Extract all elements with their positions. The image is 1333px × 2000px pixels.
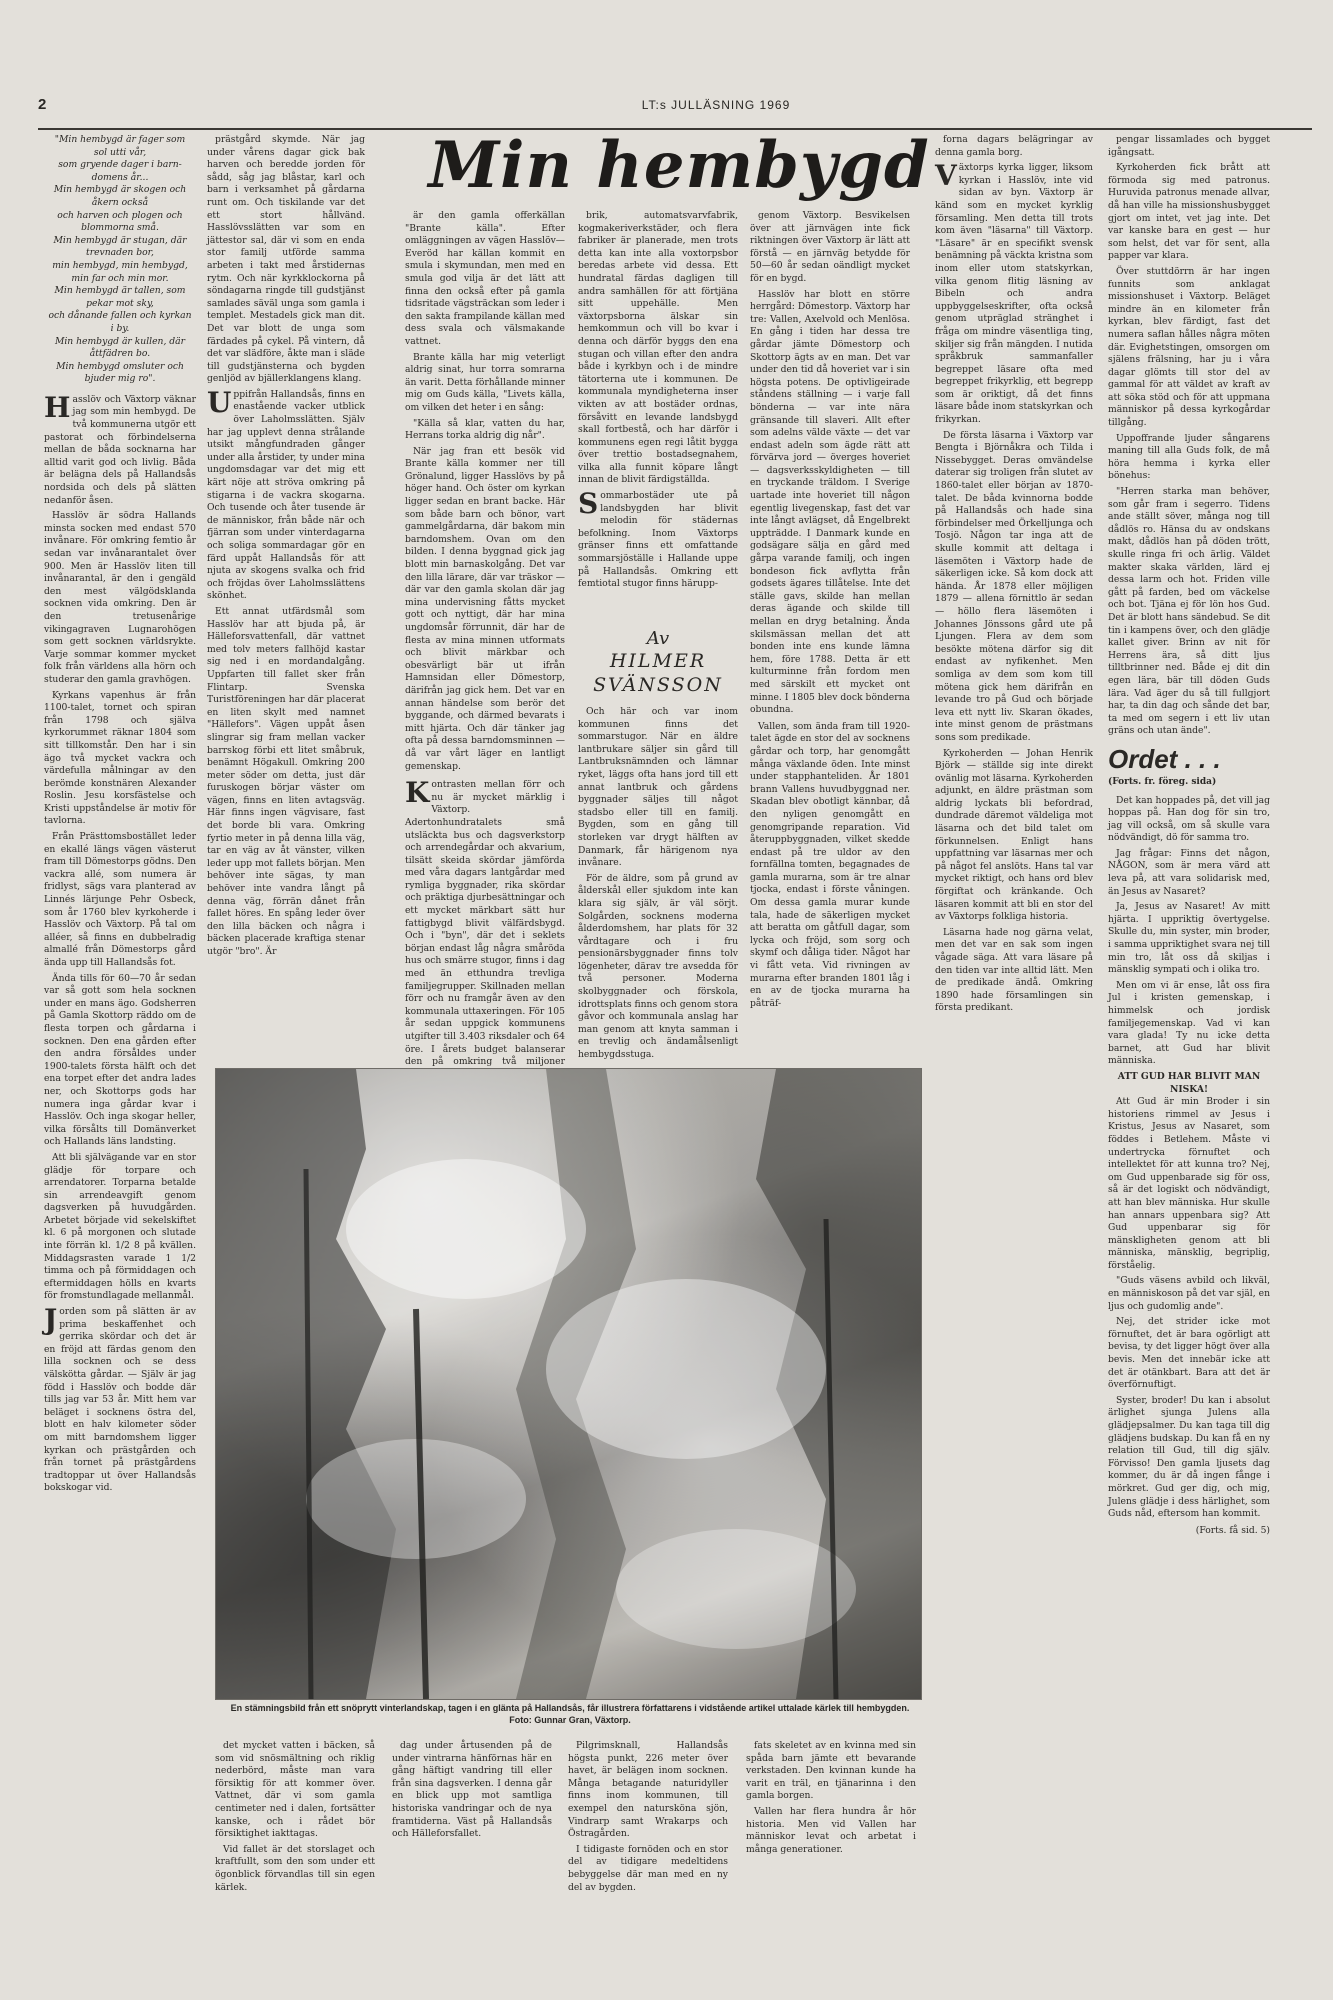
poem-line: Min hembygd är stugan, där — [53, 234, 187, 246]
column-3-body-a — [405, 210, 565, 773]
poem-line: min far och min mor. — [71, 272, 169, 284]
poem-line: åkern också — [91, 196, 149, 208]
paragraph: Uppifrån Hallandsås, finns en enastående vacker utblick över Laholmsslätten. Själv har jag upplevt denna strålande utsikt mångfundraden gånger under alla årstider, ty under mina ungdomsdagar var det mig ett kärt nöje att ströva omkring på stigarna i de vackra skogarna. Och tusende och åter tusende är de människor, från både när och fjärran som under vinterdagarna och soliga sommardagar gör en färd uppåt Hallandsås för att njuta av skogens svalka och frid och fröjdas över Laholmsslättens skönhet. — [207, 385, 365, 602]
column-2 — [207, 134, 365, 1062]
photo-illustration — [216, 1069, 921, 1699]
poem-line: bjuder mig ro". — [84, 373, 156, 385]
paragraph: Hasslöv har blott en större herrgård: Dömestorp. Växtorp har tre: Vallen, Axelvold och Menlösa. En gång i tiden har dessa tre gårdar jämte Dömestorp och Skottorp ägts av en man. Det var under den tid då hoveriet var i sin högsta potens. De optivligeirade ståndens ställning — i varje fall bönderna — var inte nära gränsande till slaveri. Allt efter som adelns välde växte — det var endast adeln som ägde rätt att förvärva jord — överges hoveriet — dagsverksskyldigheten — till en tryckande träldom. I Sverige uartade inte hoveriet till någon egentlig livegenskap, fast det var inte långt avlägset, då Engelbrekt uppträdde. I Danmark kunde en godsägare sälja en gård med gårpa varande familj, och ingen bondeson fick avflytta från godsets ägares tillåtelse. Inte det ställe gavs, skilde han mellan deras ägande och skilde till mellan en dryg betalning. Ända skilsmässan mellan det att bonden inte ens kunde lämna hem, före 1788. Detta är ett kulturminne från fordom men med särskilt ett mycket ont minne. I 1805 blev dock bönderna obundna. — [750, 288, 910, 716]
paragraph: Från Prästtomsbostället leder en ekallé längs vägen västerut fram till Dömestorps gödns. Den vackra allé, som numera är fridlyst, sägs vara planterad av Linnés lärjunge Pehr Osbeck, som år 1760 blev kyrkoherde i Hasslöv och Växtorp. På tal om alléer, så finns en dubbelradig almallé från Dömestorps gård ända upp till Hallandsås fot. — [44, 831, 196, 968]
ordet-subheading: (Forts. fr. föreg. sida) — [1108, 776, 1217, 787]
paragraph: Att Gud är min Broder i sin historiens rimmel av Jesus i Kristus, Jesus av Nasaret, som föddes i Betlehem. Måste vi undertrycka förnuftet och intellektet för att kunna tro? Nej, om Gud uppenbarade sig för oss, så är det logiskt och nödvändigt, att han blev människa. Hur skulle han annars uppenbara sig? Att Gud uppenbarar sig för mänskligheten genom att bli människa, mänsklig, begriplig, förståelig. — [1108, 1096, 1270, 1271]
paragraph: Över stuttdörrn är har ingen funnits som anklagat missionshuset i Växtorp. Beläget mindre än en kilometer från kyrkan, blev färdigt, fast det numera saflan hålles några möten där. Evighetstingen, omsorgen om själens frälsning, har ju i våra dagar glömts till stor del av gammal för att väldet av kraft av att söka stöd och för att uppmana människor på dessa kyrkogårdar tillgång. — [1108, 265, 1270, 429]
poem-line: pekar mot sky, — [86, 297, 154, 309]
paragraph: När jag fran ett besök vid Brante källa kommer ner till Grönalund, ligger Hasslövs by på höger hand. Och öster om kyrkan ligger sedan en brant backe. Här som både barn och bönor, vart gammelgårdarna, där bakom min barndomshem. Ovan om den bilden. I denna byggnad gick jag blott min barnaskolgång. Det var den lilla lärare, där var träskor — där var den gamla skolan där jag mina undervisning fåtts mycket gott och nyttigt, där har mina ungdomsår förrunnit, där har de flesta av mina minnen utformats och blivit märkbar och obesvärligt bär ut ifrån Hamnsidan eller Dömestorp, därifrån jag gick hem. Det var en annan händelse som berör det byggande, och därmed bevarats i mitt hjärta. Och där tänker jag ofta på dessa barndomsminnen — då var vårt läger en lantligt gemenskap. — [405, 445, 565, 772]
poem-line: min hembygd, min hembygd, — [52, 259, 188, 271]
paragraph: Ett annat utfärdsmål som Hasslöv har att bjuda på, är Hälleforsvattenfall, där vattnet med tolv meters fallhöjd kastar sig ned i en mordandalgång. Uppfarten till fallet sker från Flintarp. Svenska Turistföreningen har där placerat en liten skylt med namnet "Hällefors". Vägen uppåt åsen slingrar sig fram mellan vacker barrskog förbi ett litet småbruk, benämnt Högakull. Omkring 200 meter söder om detta, just där furuskogen börjar väster om vägen, finns en liten avtagsväg. Här finns ingen vägvisare, fast det borde bli vara. Omkring fyrtio meter in på denna lilla väg, tar en väg av åt vänster, vilken leder upp mot fallets början. Men behöver inte sägas, ty man behöver inte vandra långt på denna väg, förrän dånet från fallet höres. En spång leder över den lilla bäcken och några i bäcken placerade kraftiga stenar utgör "bro". Är — [207, 605, 365, 957]
column-4-body-c — [392, 1740, 552, 1841]
paragraph: I tidigaste fornöden och en stor del av tidigare medeltidens bebyggelse där man med en ny del av bygden. — [568, 1843, 728, 1893]
column-5 — [750, 210, 910, 1062]
issue-label: LT:s JULLÄSNING 1969 — [641, 98, 791, 112]
paragraph: Kyrkans vapenhus är från 1100-talet, tornet och spiran från 1798 och själva kyrkorummet räknar 1804 som sitt tillkomstår. Den har i sin ägo två mycket vackra och värdefulla målningar av den berömde konstnären Alexander Roslin. Jesu korsfästelse och Kristi uppståndelse är motiv för tavlorna. — [44, 689, 196, 827]
paragraph: dag under årtusenden på de under vintrarna hänförnas här en gång häftigt vandring till eller från sina dagsverken. I denna går en blick upp mot samtliga historiska vandringar och de nya framtiderna. Väst på Hallandsås och Hälleforsfallet. — [392, 1740, 552, 1840]
paragraph: Men om vi är ense, låt oss fira Jul i kristen gemenskap, i himmelsk och jordisk familjegemenskap. Vad vi kan vara glada! Ty nu icke detta barnet, att Gud har blivit människa. — [1108, 979, 1270, 1067]
paragraph: Kyrkoherden fick brått att förmoda sig med patronus. Huruvida patronus menade allvar, då han ville ha missionshusbygget gjort om intet, vet jag inte. Det var kanske bara en gest — hur som helst, det var för sent, alla papper var klara. — [1108, 162, 1270, 262]
column-4-lower-strip — [392, 1740, 552, 1930]
paragraph: pengar lissamlades och bygget igångsatt. — [1108, 134, 1270, 158]
column-3-body-c — [215, 1740, 375, 1894]
poem-line: och dånande fallen och kyrkan — [48, 310, 192, 322]
poem-line: sol utti vår, — [93, 146, 147, 158]
poem-line: i by. — [110, 322, 130, 334]
paragraph: Uppoffrande ljuder sångarens maning till alla Guds folk, de må höra hemma i kyrka eller bönehus: — [1108, 432, 1270, 482]
paragraph: Att bli självägande var en stor glädje för torpare och arrendatorer. Torparna betalde sin arrendeavgift genom dagsverken på huvudgården. Arbetet började vid sekelskiftet kl. 6 på morgonen och slutade inte förrän kl. 1/2 8 på kvällen. Middagsrasten varade 1 1/2 timma och på förmiddagen och eftermiddagen hölls en kvarts för fromstundlagade mellanmål. — [44, 1151, 196, 1302]
paragraph: är den gamla offerkällan "Brante källa". Efter omläggningen av vägen Hasslöv—Everöd har källan kommit en smula i skymundan, men med en smula god vilja är det lätt att finna den också efter på gamla tidsritade vägsträckan som leder i den sakta frampilande källan med dess svala och välsmakande vattnet. — [405, 210, 565, 347]
paragraph: brik, automatsvarvfabrik, kogmakeriverkstäder, och flera fabriker är planerade, men trots detta kan inte alla voxtorpsbor beredas arbete vid dessa. Ett hundratal färdas dagligen till andra samhällen för att förtjäna sitt uppehälle. Men växtorpsborna älskar sin hemkommun och vill bo kvar i denna och därför byggs den ena stugan och villan efter den andra både i kyrkbyn och i de mindre tätorterna ute i kommunen. De kommunala myndigheterna inser vikten av att bostäder ordnas, försåvitt en levande landsbygd skall fortbestå, och har därför i kommunens egen regi låtit bygga över trettio bostadsegnahem, vilka alla funnit köpare långt innan de blivit färdigställda. — [578, 210, 738, 486]
column-7-body-a — [1108, 134, 1270, 738]
poem-line: och harven och plogen och — [57, 209, 183, 221]
article-title: Min hembygd — [428, 128, 930, 203]
column-6-lower-strip — [746, 1740, 916, 1930]
paragraph: det mycket vatten i bäcken, så som vid snösmältning och riklig nederbörd, måste man vara försiktig för att kommer över. Vattnet, där vi som gamla centimeter ned i dalen, fortsätter kanske, och i rådet bör försiktighet iakttagas. — [215, 1740, 375, 1840]
paragraph: Kontrasten mellan förr och nu är mycket märklig i Växtorp. Adertonhundratalets små utsläckta bus och dagsverkstorp och arrendegårdar och akvarium, tilsätt skeida skördar jämförda med våra dagars lantgårdar med rymliga byggnader, rika skördar och präktiga djurbesättningar och ett mycket märkbart sätt hur fattigbygd blivit välfärdsbygd. Och i "byn", där det i seklets början endast låg några småröda hus och smärre stugor, finns i dag med än etthundra trevliga familjegrupper. Skillnaden mellan förr och nu framgår även av den kommunala uttaxeringen. För 105 år sedan uppgick kommunens utgifter till 3.403 riksdaler och 64 öre. I årets budget balanserar den på omkring två miljoner — [405, 776, 565, 1068]
ordet-heading: Ordet . . . — [1108, 743, 1221, 774]
paragraph: "Guds väsens avbild och likväl, en människoson på det var själ, en ljus och gudomlig ande". — [1108, 1275, 1270, 1312]
paragraph: Vallen har flera hundra år hör historia. Men vid Vallen har människor levat och arbetat i många generationer. — [746, 1805, 916, 1855]
column-6 — [935, 134, 1093, 1824]
continuation-note: (Forts. få sid. 5) — [1195, 1524, 1270, 1536]
byline — [578, 628, 738, 697]
column-6-body-c — [746, 1740, 916, 1856]
paragraph: För de äldre, som på grund av ålderskål eller sjukdom inte kan klara sig själv, är väl sörjt. Solgården, socknens moderna ålderdomshem, har plats för 32 vårdtagare och i fru pensionärsbyggnader finns tolv lögenheter, därav tre avsedda för två personer. Moderna skolbyggnader och förskola, idrottsplats finns och genom stora gåvor och kommunala anslag har man genom att knyta samman i en trevlig och ändamålsenligt hembygdsstuga. — [578, 872, 738, 1061]
column-5-lower-strip — [568, 1740, 728, 1930]
column-6-body — [935, 134, 1093, 1015]
poem-line: blommorna små. — [81, 222, 159, 234]
column-4-body-a — [578, 210, 738, 591]
paragraph: prästgård skymde. När jag under vårens dagar gick bak harven och beredde jorden för sådd, såg jag blåstar, karl och barn i verksamhet på gårdarna runt om. Och tiskilande var det ett stort hållvänd. Hasslövsslätten var som en jättestor sal, där vi som en enda stor familj utförde samma arbeten i takt med årstidernas rytm. Och när kyrkklockorna på söndagarna ringde till gudstjänst samlades säväl unga som gamla i templet. Mestadels gick man dit. Det var blott de unga som färdades på cykel. På vintern, då det var slädföre, åkte man i släde till gudstjänsterna och bygden genljöd av bjällerklangens klang. — [207, 134, 365, 385]
column-1 — [44, 134, 196, 1824]
photo-caption: En stämningsbild från ett snöprytt vinterlandskap, tagen i en glänta på Hallandsås, får illustrera författarens i vidstående artikel uttalade kärlek till hembygden. Foto: Gunnar Gran, Växtorp. — [230, 1703, 910, 1725]
paragraph: Brante källa har mig veterligt aldrig sinat, hur torra somrarna än varit. Detta förhållande minner mig om Guds källa, "Livets källa, om vilken det heter i en sång: — [405, 351, 565, 413]
author-last-name: SVÄNSSON — [593, 674, 723, 696]
column-1-body — [44, 390, 196, 1495]
column-7 — [1108, 134, 1270, 1930]
ordet-caps-line: ATT GUD HAR BLIVIT MAN NISKA! — [1117, 1070, 1261, 1095]
column-5-body-a — [750, 210, 910, 717]
poem-line: trevnaden bor, — [86, 247, 154, 259]
column-3 — [405, 210, 565, 1068]
paragraph: "Källa så klar, vatten du har, Herrans torka aldrig dig når". — [405, 417, 565, 442]
paragraph: Hasslöv och Växtorp väknar jag som min hembygd. De två kommunerna utgör ett pastorat och förbindelserna mellan de båda socknarna har alltid varit god och livlig. Båda är belägna dels på Hallandsås nordsida och dels på slätten nedanför åsen. — [44, 390, 196, 506]
page-number: 2 — [38, 96, 47, 113]
paragraph: Pilgrimsknall, Hallandsås högsta punkt, 226 meter över havet, är belägen inom socknen. Många betagande naturidyller finns inom kommunen, till exempel den natursköna sjön, Vindrarp samt Wrakarps och Östragården. — [568, 1740, 728, 1840]
paragraph: Jorden som på slätten är av prima beskaffenhet och gerrika skördar och det är en fröjd att färdas genom den lilla socknen och se dess välskötta gårdar. — Själv är jag född i Hasslöv och bodde där tills jag var 53 år. Mitt hem var beläget i socknens östra del, blott en halv kilometer söder om mitt barndomshem ligger kyrkan och prästgården och från tornet på prästgårdens tradtoppar ut över Hallandsås bokskogar vid. — [44, 1303, 196, 1494]
paragraph: Läsarna hade nog gärna velat, men det var en sak som ingen vågade säga. Att vara läsare på den tiden var inte alltid lätt. Men de predikade ändå. Omkring 1890 hade församlingen sin första predikant. — [935, 926, 1093, 1014]
column-4-lower — [578, 706, 738, 1062]
poem — [44, 134, 196, 386]
poem-line: Min hembygd är kullen, där — [54, 335, 186, 347]
poem-line: åttfädren bo. — [89, 348, 151, 360]
paragraph: forna dagars belägringar av denna gamla borg. — [935, 134, 1093, 158]
column-4-body-b — [578, 706, 738, 1062]
paragraph: Växtorps kyrka ligger, liksom kyrkan i Hasslöv, inte vid sidan av byn. Växtorp är känd som en mycket kyrklig församling. Men detta till trots kom även "läsarna" till Växtorp. "Läsare" är en specifikt svensk benämning på väckta kristna som inom eller utom statskyrkan, vilka genom flitig läsning av Bibeln och andra uppbyggelseskrifter, ofta också genom utpräglad stränghet i fråga om mindre väsentliga ting, skiljer sig från mängden. I nutida språkbruk sammanfaller begreppet läsare ofta med begreppet frikyrklig, ett begrepp som är oriktigt, då det finns läsare både inom statskyrkan och frikyrkan. — [935, 159, 1093, 426]
paragraph: Ja, Jesus av Nasaret! Av mitt hjärta. I uppriktig övertygelse. Skulle du, min syster, min broder, i samma uppriktighet svara nej till min tro, låt oss då skiljas i mänsklig sympati och i olika tro. — [1108, 901, 1270, 976]
paragraph: De första läsarna i Växtorp var Bengta i Björnåkra och Tilda i Nissebygget. Deras omvändelse daterar sig troligen från slutet av 1860-talet eller början av 1870-talet. De båda kvinnorna bodde på Hallandsås och hade sina förbindelser med Örkelljunga och Tosjö. Någon tar inga att de skulle kommit att deltaga i läsemöten i Växtorp hade de säkerligen icke. Så kom dock att hända. År 1878 eller möjligen 1879 — allena förnittlo är sedan — höllo flera läsemöten i Johannes Jönssons gård ute på Ljungen. Flera av dem som besökte mötena därfor sig dit endast av nyfikenhet. Men somliga av dem som kom till mötena gick hem därifrån en levande tro på Gud och började leva ett nytt liv. Skaran ökades, inte minst genom de prästmans sons som predikade. — [935, 429, 1093, 743]
author-first-name: HILMER — [609, 650, 707, 672]
paragraph: Vid fallet är det storslaget och kraftfullt, som den som under ett ögonblick förvandlas till sin egen kärlek. — [215, 1843, 375, 1893]
poem-line: som gryende dager i barn- — [58, 159, 182, 171]
paragraph: Kyrkoherden — Johan Henrik Björk — ställde sig inte direkt ovänlig mot läsarna. Kyrkoherden adjunkt, en äldre prästman som aldrig lyckats bli befordrad, dundrade däremot väldeliga mot läsarna och det bild talet om förkunnelsen. Enligt hans uppfattning var läsarnas mer och på något fel anslöts. Hans tal var mycket riktigt, och hans ord blev förgiftat och kränkande. Och läsaren kommit att bli en stor del av Växtorps folkliga historia. — [935, 747, 1093, 923]
paragraph: Syster, broder! Du kan i absolut ärlighet sjunga Julens alla glädjepsalmer. Du kan taga till dig glädjens budskap. Du kan få en ny relation till Gud, till dig själv. Förvisso! Den gamla ljusets dag kommer, du är då ingen fånge i mörkret. Gud ger dig, och mig, Julens glädje i dess härlighet, som Guds nåd, eftersom han kommit. — [1108, 1394, 1270, 1520]
column-2-body — [207, 134, 365, 959]
column-4 — [578, 210, 738, 622]
column-3-lower — [215, 1740, 375, 1930]
column-3-body-b — [405, 776, 565, 1097]
paragraph: Vallen, som ända fram till 1920-talet ägde en stor del av socknens gårdar och torp, har genomgått många växlande öden. Inte minst under stapphanteliden. År 1801 brann Vallens huvudbyggnad ner. Skadan blev obotligt kännbar, då den nyligen genomgått en genomgripande reparation. Vid återuppbyggnaden, vilket skedde endast på tre uldor av den fornfällna tomten, begagnades de gamla murarna, som är tre alnar tjocka, endast i förste våningen. Om dessa gamla murar kunde tala, hade de säkerligen mycket att beratta om gåtfull dagar, som lycka och fröjd, som sorg och skymf och dåliga tider. Något har vi fått veta. Vid rivningen av murarna efter branden 1801 låg i en av de tjocka murarna ha påträf- — [750, 720, 910, 1009]
column-5-body-b — [750, 721, 910, 1011]
paragraph: Och här och var inom kommunen finns det sommarstugor. När en äldre lantbrukare säljer sin gård till Lantbruksnämnden och lämnar ryket, läggs ofta hans jord till ett annat lantbruk och gårdens byggnader säljes till något stadsbo eller till en familj. Bygden, som en gång till storleken var drygt hälften av Danmark, får härigenom nya invånare. — [578, 706, 738, 869]
paragraph: Ända tills för 60—70 år sedan var så gott som hela socknen under en mans ägo. Godsherren på Gamla Skottorp räddo om de flesta torpen och gårdarna i socknen. Den ena gården efter den andra försåldes under 1900-talets första hälft och det ena torpet efter det andra lades ner, och Skottorps gods har numera inga gårdar kvar i Hasslöv. Och inga skogar heller, vilka försålts till Domänverket och Hallands läns landsting. — [44, 972, 196, 1148]
paragraph: Det kan hoppades på, det vill jag hoppas på. Han dog för sin tro, jag vill också, om så skulle vara nödvändigt, dö för samma tro. — [1108, 794, 1270, 844]
poem-line: Min hembygd omsluter och — [56, 360, 184, 372]
poem-line: "Min hembygd är fager som — [54, 134, 186, 145]
winter-landscape-photo — [215, 1068, 922, 1700]
paragraph: Jag frågar: Finns det någon, NÅGON, som är mera värd att leva på, att vara solidarisk med, än Jesus av Nasaret? — [1108, 847, 1270, 897]
poem-line: Min hembygd är skogen och — [53, 184, 187, 196]
paragraph: Sommarbostäder ute på landsbygden har blivit melodin för städernas befolkning. Inom Växtorps gränser finns ett omfattande sommarsjöställe i Hallande uppe på Hallandsås. Omkring ett femtiotal stugor finns härupp- — [578, 487, 738, 590]
page-header — [38, 96, 1312, 130]
column-7-body-c — [1108, 1096, 1270, 1521]
paragraph: fats skeletet av en kvinna med sin spåda barn jämte ett bevarande verkstaden. Den kvinnan kunde ha varit en träl, en tjänarinna i den gamla borgen. — [746, 1740, 916, 1802]
column-7-body-b — [1108, 795, 1270, 1068]
paragraph: Nej, det strider icke mot förnuftet, det är bara ogörligt att bevisa, ty det ligger högt över alla bevis. Men det innebär icke att det är otänkbart. Bara att det är överförnuftigt. — [1108, 1316, 1270, 1391]
paragraph: "Herren starka man behöver, som går fram i segerro. Tidens ande ställt söver, många nog till dådlös ro. Hänsa du av ondskans makt, dådlös han på döden trött, skulle ringa fri och ärlig. Väldet makter skaka världen, lärd ej dessa larm och hot. Friden ville gått på farden, bed om väckelse och bot. Tjäna ej för lön hos Gud. Det är blott hans sändebud. Se dit tin i kampens över, och den glädje kallet giver. Brinn av nit för Herrens ära, så ditt ljus tilltbrinner ned. Både ej dit din egen lära, bär till döden Guds lära. Vad äger du så till fullgjort har, ta din dag och sånde det bar, ta med om segern i ett liv utan gräns och utan ände". — [1108, 486, 1270, 737]
poem-line: domens år... — [91, 171, 149, 183]
paragraph: Hasslöv är södra Hallands minsta socken med endast 570 invånare. För omkring femtio år sedan var invånarantalet över 900. Men är Hasslöv liten till invånarantal, är den i gengäld den mest välgödsklanda socknen vida omkring. Den är den tretusenårige vikingagraven Lugnarohögen som gett socknen världsrykte. Varje sommar kommer mycket folk från världens alla hörn och studerar den gamla gravhögen. — [44, 510, 196, 685]
byline-av: Av — [646, 628, 670, 649]
poem-line: Min hembygd är tallen, som — [54, 285, 186, 297]
column-5-body-c — [568, 1740, 728, 1894]
paragraph: genom Växtorp. Besvikelsen över att järnvägen inte fick riktningen över Växtorp är lätt att förstå — en järnväg betydde för 50—60 år sedan oändligt mycket för en bygd. — [750, 210, 910, 284]
